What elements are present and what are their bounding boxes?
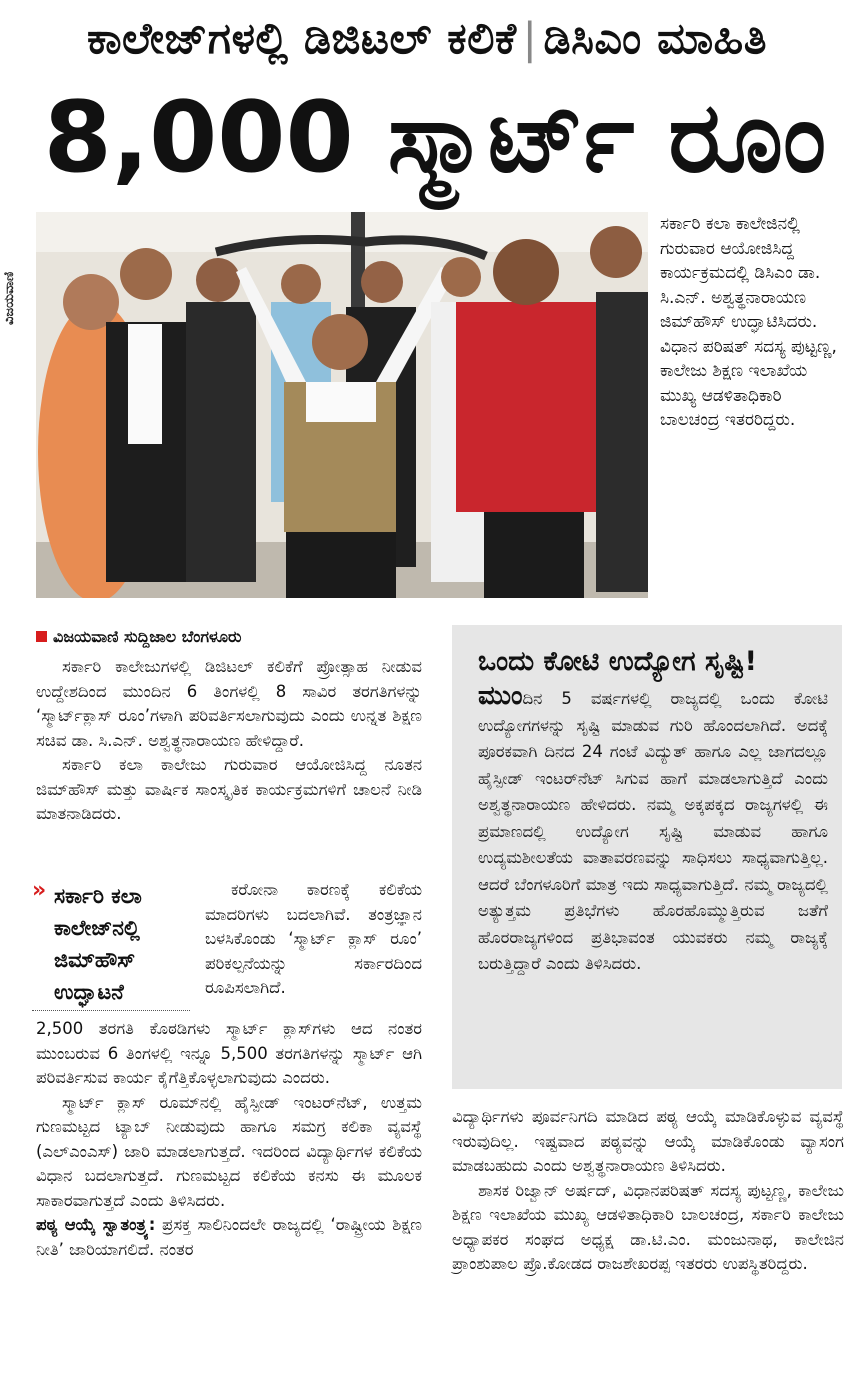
article-paragraph-3a: ಕರೋನಾ ಕಾರಣಕ್ಕೆ ಕಲಿಕೆಯ ಮಾದರಿಗಳು ಬದಲಾಗಿವೆ. ತಂತ್ರಜ್ಞಾನ ಬಳಸಿಕೊಂಡು ‘ಸ್ಮಾರ್ಟ್ ಕ್ಲಾಸ್ ರೂಂ’ ಪರಿಕಲ್ಪನೆಯನ್ನು ಸರ್ಕಾರದಿಂದ ರೂಪಿಸಲಾಗಿದೆ. [205, 880, 422, 997]
sidebar-box-title: ಒಂದು ಕೋಟಿ ಉದ್ಯೋಗ ಸೃಷ್ಟಿ! [478, 646, 757, 677]
article-column-1 [36, 655, 422, 827]
news-photo [36, 212, 648, 598]
article-paragraph-5 [36, 1213, 422, 1262]
chevron-right-icon: » [32, 878, 47, 903]
article-paragraph-4: ಸ್ಮಾರ್ಟ್ ಕ್ಲಾಸ್ ರೂಮ್‌ನಲ್ಲಿ ಹೈಸ್ಪೀಡ್ ಇಂಟರ್‌ನೆಟ್, ಉತ್ತಮ ಗುಣಮಟ್ಟದ ಟ್ಯಾಬ್ ನೀಡುವುದು ಹಾಗೂ ಸಮಗ್ರ ಕಲಿಕಾ ವ್ಯವಸ್ಥೆ (ಎಲ್‌ಎಂಎಸ್) ಜಾರಿ ಮಾಡಲಾಗುತ್ತದೆ. ಇದರಿಂದ ವಿದ್ಯಾರ್ಥಿಗಳ ಕಲಿಕೆಯ ವಿಧಾನ ಬದಲಾಗುತ್ತದೆ. ಗುಣಮಟ್ಟದ ಕಲಿಕೆಯ ಕನಸು ಈ ಮೂಲಕ ಸಾಕಾರವಾಗುತ್ತದೆ ಎಂದು ತಿಳಿಸಿದರು. [36, 1092, 422, 1210]
article-paragraph-3b: 2,500 ತರಗತಿ ಕೊಠಡಿಗಳು ಸ್ಮಾರ್ಟ್ ಕ್ಲಾಸ್‌ಗಳು ಆದ ನಂತರ ಮುಂಬರುವ 6 ತಿಂಗಳಲ್ಲಿ ಇನ್ನೂ 5,500 ತರಗತಿಗಳನ್ನು ಸ್ಮಾರ್ಟ್ ಆಗಿ ಪರಿವರ್ತಿಸುವ ಕಾರ್ಯ ಕೈಗೆತ್ತಿಕೊಳ್ಳಲಾಗುವುದು ಎಂದರು. [36, 1019, 422, 1087]
dateline-marker [36, 631, 47, 642]
kicker-left: ಕಾಲೇಜ್‌ಗಳಲ್ಲಿ ಡಿಜಿಟಲ್ ಕಲಿಕೆ [86, 14, 517, 64]
kicker-right: ಡಿಸಿಎಂ ಮಾಹಿತಿ [543, 14, 767, 64]
pull-quote-text: ಸರ್ಕಾರಿ ಕಲಾ ಕಾಲೇಜ್‌ನಲ್ಲಿ ಜಿಮ್‌ಹೌಸ್ ಉದ್ಘಾಟನೆ [54, 884, 142, 1004]
article-paragraph-1: ಸರ್ಕಾರಿ ಕಾಲೇಜುಗಳಲ್ಲಿ ಡಿಜಿಟಲ್ ಕಲಿಕೆಗೆ ಪ್ರೋತ್ಸಾಹ ನೀಡುವ ಉದ್ದೇಶದಿಂದ ಮುಂದಿನ 6 ತಿಂಗಳಲ್ಲಿ 8 ಸಾವಿರ ತರಗತಿಗಳನ್ನು ‘ಸ್ಮಾರ್ಟ್‌ಕ್ಲಾಸ್ ರೂಂ’ಗಳಾಗಿ ಪರಿವರ್ತಿಸಲಾಗುವುದು ಎಂದು ಉನ್ನತ ಶಿಕ್ಷಣ ಸಚಿವ ಡಾ. ಸಿ.ಎನ್. ಅಶ್ವತ್ಥನಾರಾಯಣ ಹೇಳಿದ್ದಾರೆ. [36, 657, 422, 750]
article-paragraph-2: ಸರ್ಕಾರಿ ಕಲಾ ಕಾಲೇಜು ಗುರುವಾರ ಆಯೋಜಿಸಿದ್ದ ನೂತನ ಜಿಮ್‌ಹೌಸ್ ಮತ್ತು ವಾರ್ಷಿಕ ಸಾಂಸ್ಕೃತಿಕ ಕಾರ್ಯಕ್ರಮಗಳಿಗೆ ಚಾಲನೆ ನೀಡಿ ಮಾತನಾಡಿದರು. [36, 755, 422, 823]
sidebar-box-text: ದಿನ 5 ವರ್ಷಗಳಲ್ಲಿ ರಾಜ್ಯದಲ್ಲಿ ಒಂದು ಕೋಟಿ ಉದ್ಯೋಗಗಳನ್ನು ಸೃಷ್ಟಿ ಮಾಡುವ ಗುರಿ ಹೊಂದಲಾಗಿದೆ. ಅದಕ್ಕೆ ಪೂರಕವಾಗಿ ದಿನದ 24 ಗಂಟೆ ವಿದ್ಯುತ್ ಹಾಗೂ ಎಲ್ಲ ಜಾಗದಲ್ಲೂ ಹೈಸ್ಪೀಡ್ ಇಂಟರ್‌ನೆಟ್ ಸಿಗುವ ಹಾಗೆ ಮಾಡಲಾಗುತ್ತಿದೆ ಎಂದು ಅಶ್ವತ್ಥನಾರಾಯಣ ಹೇಳಿದರು. ನಮ್ಮ ಅಕ್ಕಪಕ್ಕದ ರಾಜ್ಯಗಳಲ್ಲಿ ಈ ಪ್ರಮಾಣದಲ್ಲಿ ಉದ್ಯೋಗ ಸೃಷ್ಟಿ ಮಾಡುವ ಹಾಗೂ ಉದ್ಯಮಶೀಲತೆಯ ವಾತಾವರಣವನ್ನು ಸಾಧಿಸಲು ಸಾಧ್ಯವಾಗುತ್ತಿಲ್ಲ. ಆದರೆ ಬೆಂಗಳೂರಿಗೆ ಮಾತ್ರ ಇದು ಸಾಧ್ಯವಾಗುತ್ತಿದೆ. ನಮ್ಮ ರಾಜ್ಯದಲ್ಲಿ ಅತ್ಯುತ್ತಮ ಪ್ರತಿಭೆಗಳು ಹೊರಹೊಮ್ಮುತ್ತಿರುವ ಜತೆಗೆ ಹೊರರಾಜ್ಯಗಳಿಂದ ಪ್ರತಿಭಾವಂತ ಯುವಕರು ನಮ್ಮ ರಾಜ್ಯಕ್ಕೆ ಬರುತ್ತಿದ್ದಾರೆ ಎಂದು ತಿಳಿಸಿದರು. [478, 689, 828, 973]
dateline-text: ವಿಜಯವಾಣಿ ಸುದ್ದಿಜಾಲ ಬೆಂಗಳೂರು [53, 627, 242, 646]
kicker-separator: | [522, 14, 538, 64]
article-paragraph-7: ಶಾಸಕ ರಿಜ್ವಾನ್ ಅರ್ಷದ್, ವಿಧಾನಪರಿಷತ್ ಸದಸ್ಯ ಪುಟ್ಟಣ್ಣ, ಕಾಲೇಜು ಶಿಕ್ಷಣ ಇಲಾಖೆಯ ಮುಖ್ಯ ಆಡಳಿತಾಧಿಕಾರಿ ಬಾಲಚಂದ್ರ, ಸರ್ಕಾರಿ ಕಾಲೇಜು ಅಧ್ಯಾಪಕರ ಸಂಘದ ಅಧ್ಯಕ್ಷ ಡಾ.ಟಿ.ಎಂ. ಮಂಜುನಾಥ, ಕಾಲೇಜಿನ ಪ್ರಾಂಶುಪಾಲ ಪ್ರೊ.ಕೋಡದ ರಾಜಶೇಖರಪ್ಪ ಇತರರು ಉಪಸ್ಥಿತರಿದ್ದರು. [452, 1180, 844, 1273]
sidebar-box-body [478, 683, 828, 978]
main-headline: 8,000 ಸ್ಮಾರ್ಟ್ ರೂಂ [43, 81, 827, 195]
article-column-1b [205, 878, 422, 1001]
photo-caption: ಸರ್ಕಾರಿ ಕಲಾ ಕಾಲೇಜಿನಲ್ಲಿ ಗುರುವಾರ ಆಯೋಜಿಸಿದ್ದ ಕಾರ್ಯಕ್ರಮದಲ್ಲಿ ಡಿಸಿಎಂ ಡಾ. ಸಿ.ಎನ್. ಅಶ್ವತ್ಥನಾರಾಯಣ ಜಿಮ್‌ಹೌಸ್ ಉದ್ಘಾಟಿಸಿದರು. ವಿಧಾನ ಪರಿಷತ್ ಸದಸ್ಯ ಪುಟ್ಟಣ್ಣ, ಕಾಲೇಜು ಶಿಕ್ಷಣ ಇಲಾಖೆಯ ಮುಖ್ಯ ಆಡಳಿತಾಧಿಕಾರಿ ಬಾಲಚಂದ್ರ ಇತರರಿದ್ದರು. [660, 214, 837, 430]
article-paragraph-5-text: ಪ್ರಸಕ್ತ ಸಾಲಿನಿಂದಲೇ ರಾಜ್ಯದಲ್ಲಿ ‘ರಾಷ್ಟ್ರೀಯ ಶಿಕ್ಷಣ ನೀತಿ’ ಜಾರಿಯಾಗಲಿದೆ. ನಂತರ [36, 1215, 422, 1259]
pull-quote-rule [32, 1010, 190, 1011]
dateline [36, 627, 242, 647]
kicker-headline [0, 14, 854, 64]
article-column-1c [36, 1017, 422, 1262]
subhead-text: ಪಠ್ಯ ಆಯ್ಕೆ ಸ್ವಾತಂತ್ರ್ಯ: [36, 1215, 156, 1234]
article-paragraph-6: ವಿದ್ಯಾರ್ಥಿಗಳು ಪೂರ್ವನಿಗದಿ ಮಾಡಿದ ಪಠ್ಯ ಆಯ್ಕೆ ಮಾಡಿಕೊಳ್ಳುವ ವ್ಯವಸ್ಥೆ ಇರುವುದಿಲ್ಲ. ಇಷ್ಟವಾದ ಪಠ್ಯವನ್ನು ಆಯ್ಕೆ ಮಾಡಿಕೊಂಡು ವ್ಯಾಸಂಗ ಮಾಡಬಹುದು ಎಂದು ಅಶ್ವತ್ಥನಾರಾಯಣ ತಿಳಿಸಿದರು. [452, 1107, 844, 1175]
dropcap: ಮುಂ [478, 681, 523, 711]
pull-quote [32, 880, 190, 1011]
article-column-2 [452, 1105, 844, 1277]
photo-illustration [36, 212, 648, 598]
photo-credit: ವಿಜಯವಾಣಿ [2, 271, 17, 325]
